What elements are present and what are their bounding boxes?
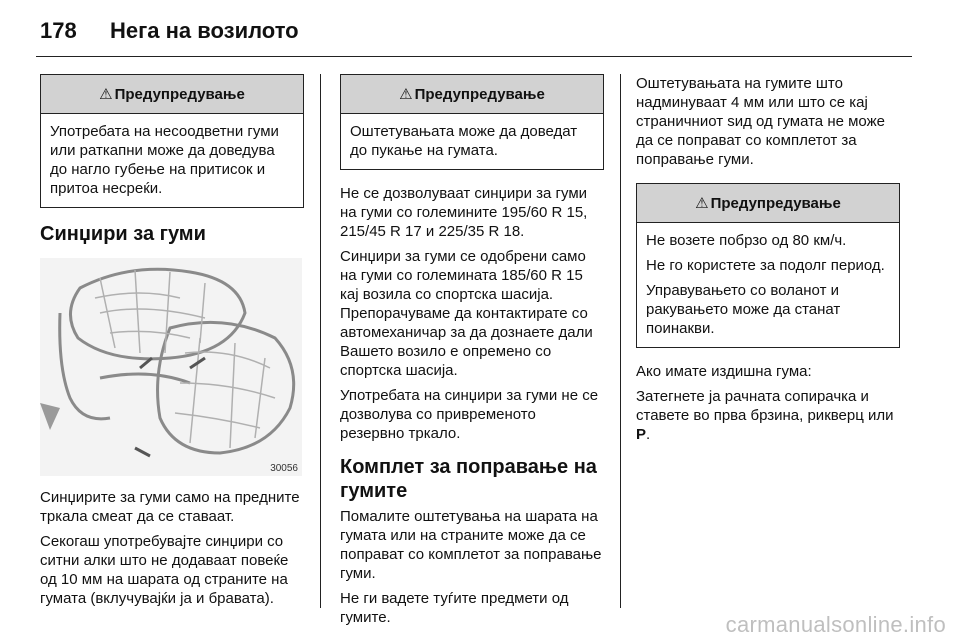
handbrake-text: Затегнете ја рачната сопирачка и ставете во прва брзина, рикверц или: [636, 388, 894, 424]
section-heading-snow-chains: Синџири за гуми: [40, 223, 206, 245]
column-divider-2: [620, 74, 621, 608]
paragraph-not-permitted-sizes: Не се дозволуваат синџири за гуми на гуми со големините 195/60 R 15, 215/45 R 17 и 225/35 R 18.: [340, 185, 588, 240]
warning-handling: Управувањето со воланот и ракувањето може да станат поинакви.: [646, 282, 841, 337]
snow-chain-illustration: [40, 258, 302, 476]
paragraph-spare-wheel: Употребата на синџири за гуми не се дозволува со привременото резервно тркало.: [340, 387, 599, 442]
warning-text: Оштетувањата може да доведат до пукање на гумата.: [350, 123, 578, 159]
warning-duration: Не го користете за подолг период.: [646, 257, 885, 274]
paragraph-flat-tyre: Ако имате издишна гума:: [636, 363, 812, 380]
warning-body: [637, 223, 899, 347]
column-1: [40, 74, 304, 614]
handbrake-end: .: [646, 426, 651, 443]
paragraph-repair-minor: Помалите оштетувања на шарата на гумата или на страните може да се поправат со комплетот за поправање гуми.: [340, 508, 602, 582]
warning-header: [637, 184, 899, 223]
warning-triangle-icon: ⚠: [399, 86, 413, 103]
paragraph-handbrake: [636, 387, 900, 444]
page-header: [40, 18, 299, 48]
paragraph-damage-limits: Оштетувањата на гумите што надминуваат 4 мм или што се кај страничниот ѕид од гумата не може да се поправат со комплетот за поправање гуми.: [636, 75, 885, 168]
warning-triangle-icon: ⚠: [99, 86, 113, 103]
warning-title: Предупредување: [710, 194, 841, 212]
warning-text: Употребата на несоодветни гуми или раткапни може да доведува до нагло губење на притисок и притоа несреќи.: [50, 123, 279, 197]
warning-title: Предупредување: [414, 85, 545, 103]
paragraph-sport-chassis: Синџири за гуми се одобрени само на гуми со големината 185/60 R 15 кај возила со спортска шасија. Препорачуваме да контактирате со автомеханичар за да дознаете дали Вашето возило е опремено со спортска шасија.: [340, 248, 593, 379]
warning-box-3: [636, 183, 900, 348]
page-number: 178: [40, 18, 77, 43]
warning-box-2: [340, 74, 604, 170]
figure-number: 30056: [270, 463, 298, 474]
watermark: carmanualsonline.info: [725, 612, 946, 637]
column-divider-1: [320, 74, 321, 608]
paragraph-fine-link-chains: Секогаш употребувајте синџири со ситни алки што не додаваат повеќе од 10 мм на шарата од страните на гумата (вклучувајќи ја и бравата).: [40, 533, 289, 607]
warning-header: [41, 75, 303, 114]
section-heading-repair-kit: Комплет за поправање на гумите: [340, 456, 597, 502]
warning-body: [41, 114, 303, 207]
warning-box-1: [40, 74, 304, 208]
warning-title: Предупредување: [114, 85, 245, 103]
warning-speed-limit: Не возете побрзо од 80 км/ч.: [646, 232, 847, 249]
warning-header: [341, 75, 603, 114]
paragraph-front-wheels: Синџирите за гуми само на предните тркала смеат да се ставаат.: [40, 489, 300, 525]
warning-body: [341, 114, 603, 169]
gear-p-label: P: [636, 426, 647, 443]
column-3: [636, 74, 900, 450]
warning-triangle-icon: ⚠: [695, 195, 709, 212]
page-title: Нега на возилото: [110, 18, 299, 43]
snow-chains-figure: [40, 258, 302, 476]
column-2: [340, 74, 604, 633]
header-rule: [36, 56, 912, 57]
paragraph-foreign-objects: Не ги вадете туѓите предмети од гумите.: [340, 590, 569, 626]
